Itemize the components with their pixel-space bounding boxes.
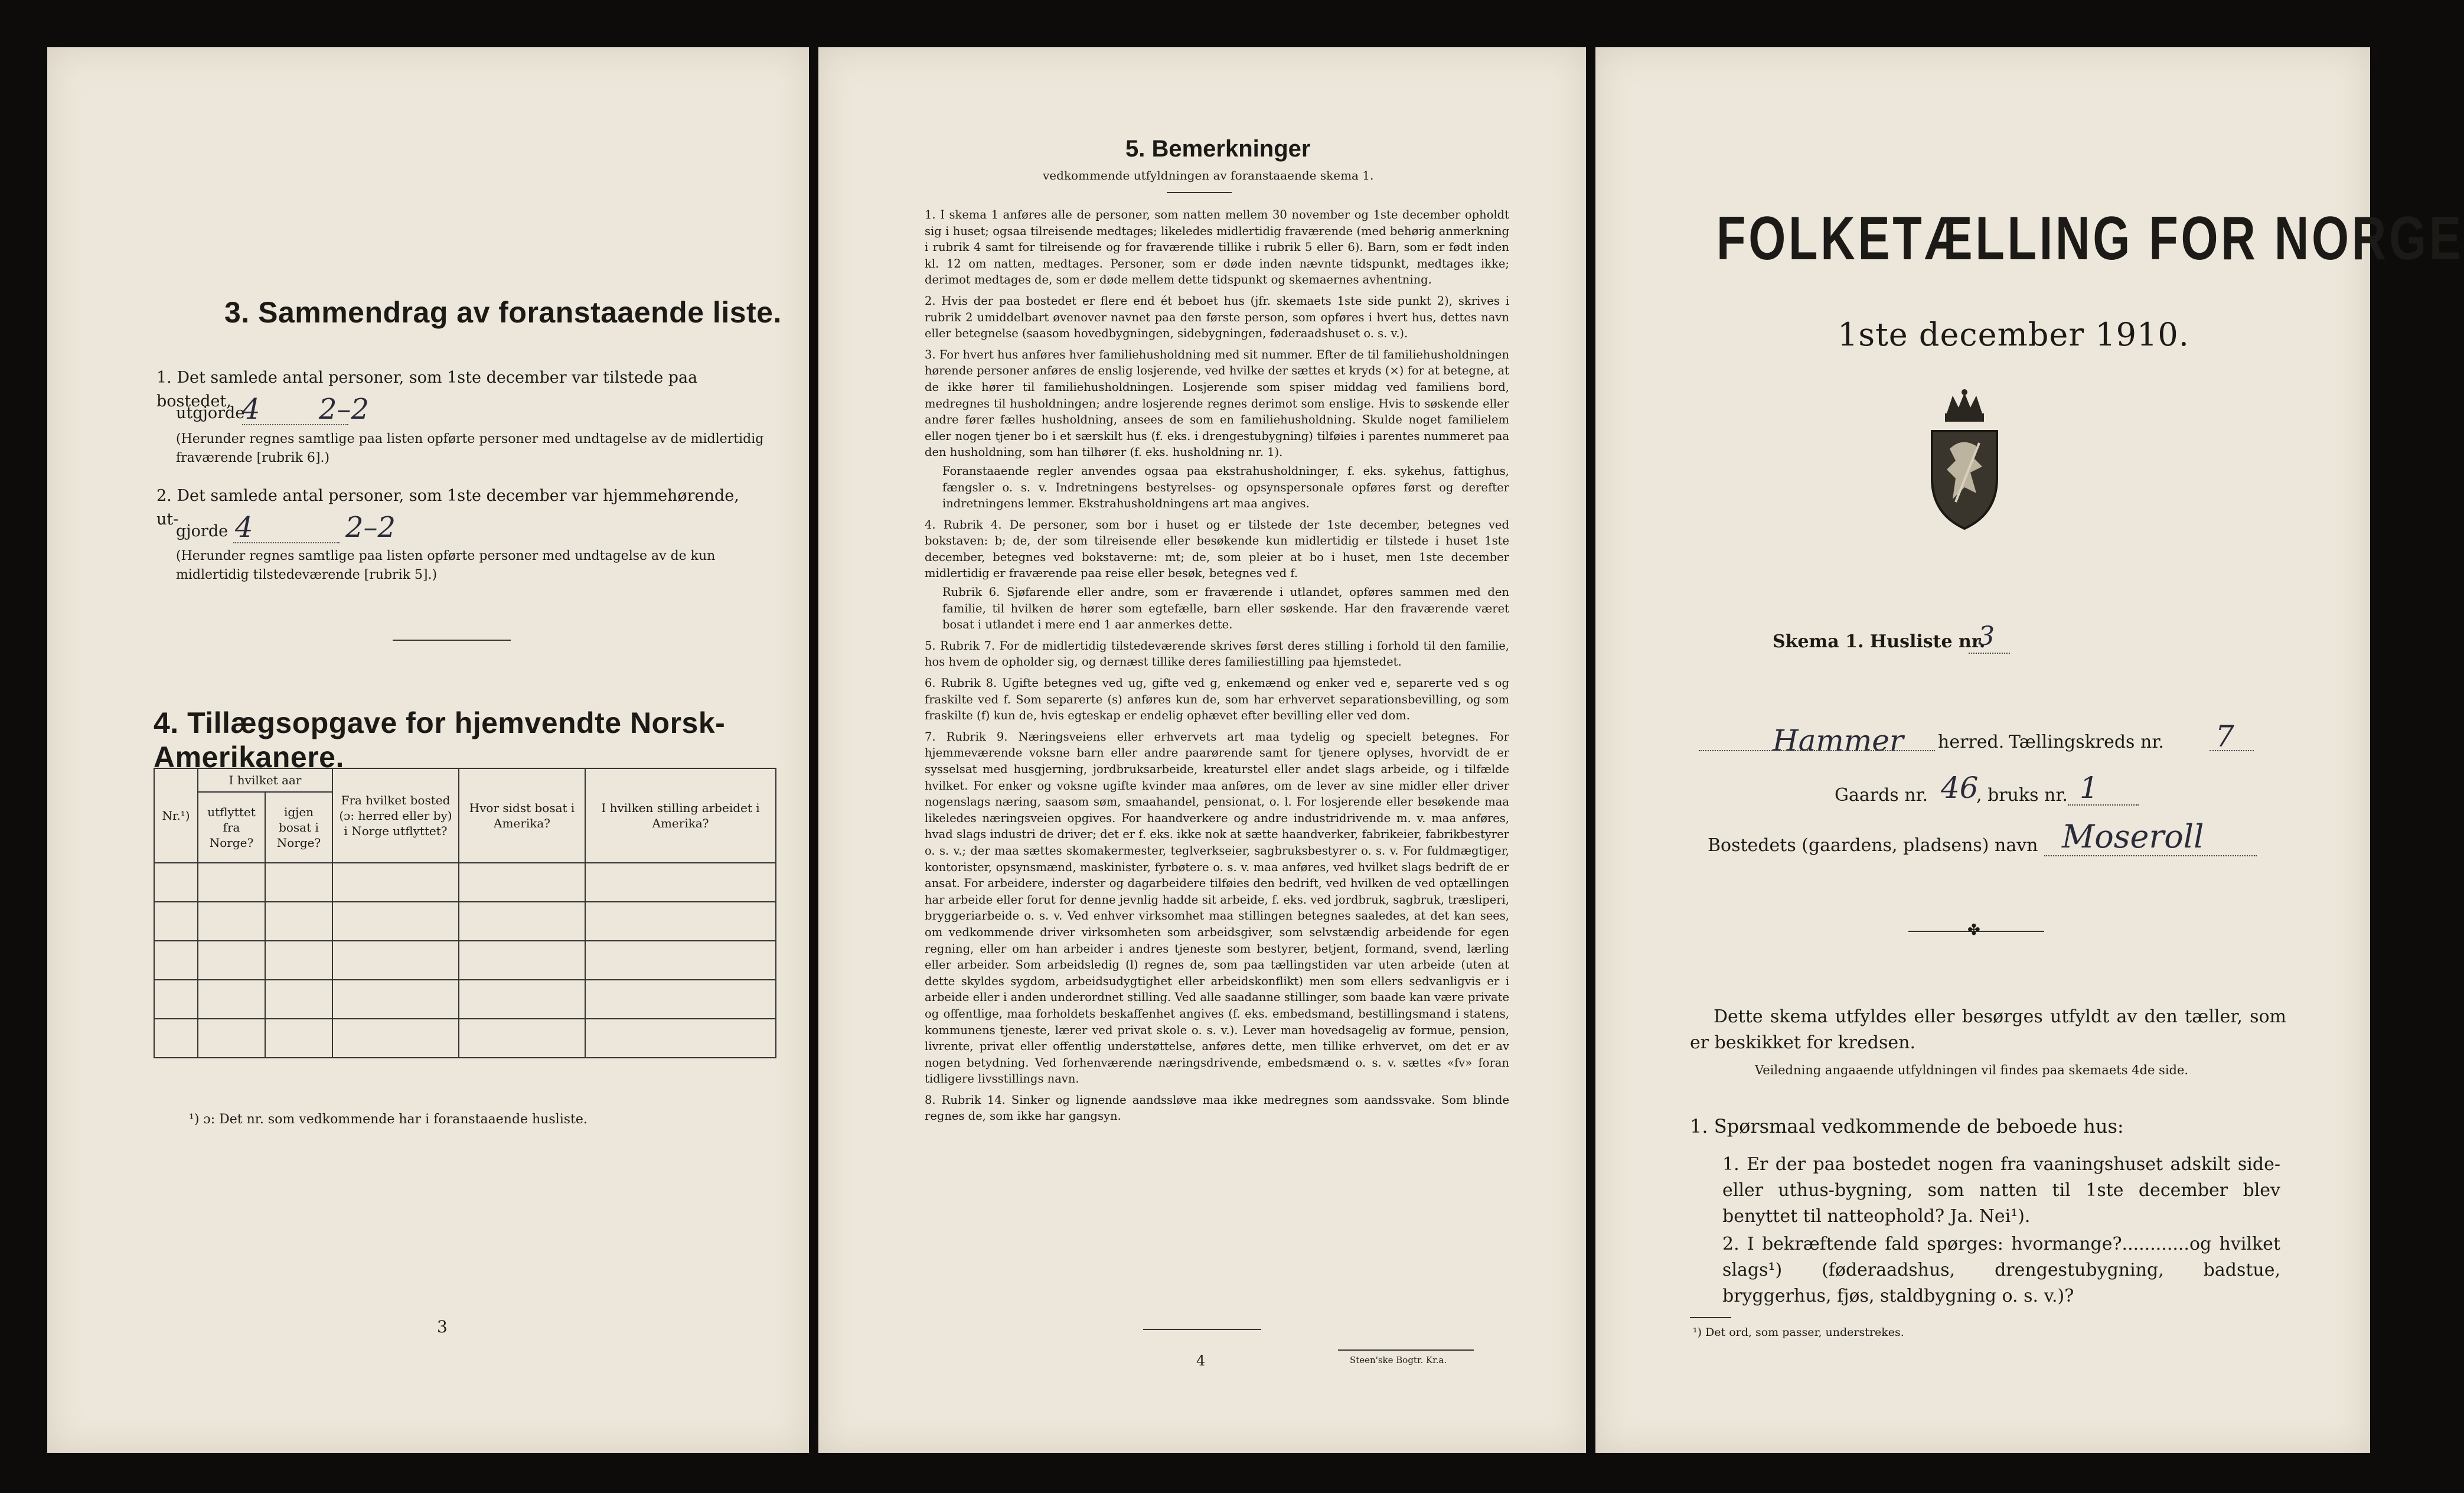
herred-label: herred. — [1938, 732, 2005, 752]
s3-q1-extra: 2–2 — [319, 393, 370, 426]
bosted-line — [2044, 855, 2257, 856]
gaards-value: 46 — [1941, 771, 1979, 805]
note-7: 7. Rubrik 9. Næringsveiens eller erhvervets art maa tydelig og specielt betegnes. For hjemmeværende voksne barn eller andre paarørende samt for tjenere oplyses, hvorvidt de er sysselsat med husgjerning, jordbruksarbeide, kreaturstel eller andet slags arbeide, og i tilfælde hvilket. For enker og voksne ugifte kvinder maa anføres, om de lever av sine midler eller driver nogenslags næring, saasom søm, smaahandel, pensionat, o. l. For losjerende eller besøkende maa likeledes næringsveien opgives. For haandverkere og andre industridrivende m. v. maa anføres, hvad slags industri de driver; det er f. eks. ikke nok at sætte haandverker, fabrikeier, fabrikbestyrer o. s. v.; der maa sættes skomakermester, teglverkseier, sagbruksbestyrer o. s. v. For fuldmægtiger, kontorister, opsynsmænd, maskinister, fyrbøtere o. s. v. maa anføres, ved hvilket slags bedrift de er ansat. For arbeidere, inderster og dagarbeidere tilføies den bedrift, ved hvilken de ved optællingen har arbeide eller forut for denne jevnlig hadde sit arbeide, f. eks. ved jordbruk, sagbruk, træsliperi, bryggeriarbeide o. s. v. Ved enhver virksomhet maa stillingen betegnes saaledes, at det kan sees, om vedkommende driver virksomheten som arbeidsgiver, som selvstændig arbeidende for egen regning, eller om han arbeider i andres tjeneste som bestyrer, betjent, formand, svend, lærling eller arbeider. Som arbeidsledig (l) regnes de, som paa tællingstiden var uten arbeide (uten at dette skyldes sygdom, arbeidsudygtighet eller arbeidskonflikt) men som ellers sedvanligvis er i arbeide eller i anden underordnet stilling. Ved alle saadanne stillinger, som baade kan være private og offentlige, maa forholdets beskaffenhet angives (f. eks. embedsmand, bestillingsmand i statens, kommunens tjeneste, lærer ved privat skole o. s. v.). Lever man hovedsagelig av formue, pension, livrente, privat eller offentlig understøttelse, anføres dette, men tillike erhvervet, om det er av nogen betydning. Ved forhenværende næringsdrivende, embedsmænd o. s. v. sættes «fv» foran tidligere livsstillings navn. — [925, 729, 1509, 1086]
divider — [393, 640, 511, 641]
note-4b: Rubrik 6. Sjøfarende eller andre, som er fraværende i utlandet, opføres sammen med den familie, til hvilken de hører som egtefælle, barn eller søskende. Har den fraværende været bosat i utlandet i mere end 1 aar anmerkes dette. — [942, 585, 1509, 632]
page-number-3: 3 — [437, 1317, 448, 1336]
s3-q1-value: 4 — [242, 393, 260, 426]
q1-1: 1. Er der paa bostedet nogen fra vaaningshuset adskilt side- eller uthus-bygning, som natten til 1ste december blev benyttet til natteophold? Ja. Nei¹). — [1722, 1154, 2280, 1227]
table-footnote: ¹) ɔ: Det nr. som vedkommende har i foranstaaende husliste. — [189, 1112, 588, 1127]
schema-label: Skema 1. Husliste nr. — [1773, 631, 1986, 652]
bruks-value: 1 — [2080, 771, 2099, 805]
page3-footnote: ¹) Det ord, som passer, understrekes. — [1693, 1326, 1904, 1339]
s3-q2-note: (Herunder regnes samtlige paa listen opførte personer med undtagelse av de kun midlertidig tilstedeværende [rubrik 5].) — [176, 549, 716, 582]
s3-q1-dotline — [242, 424, 348, 425]
note-2: 2. Hvis der paa bostedet er flere end ét beboet hus (jfr. skemaets 1ste side punkt 2), skrives i rubrik 2 umiddelbart øvenover navnet paa den første person, som opføres i hvert hus, dettes navn eller betegnelse (saasom hovedbygningen, sidebygningen, føderaadshuset o. s. v.). — [925, 294, 1509, 341]
th-nr: Nr.¹) — [154, 768, 198, 863]
herred-value: Hammer — [1773, 723, 1904, 758]
bruks-line — [2068, 804, 2139, 806]
norsk-amerikanere-table — [154, 768, 776, 1058]
page-number-4: 4 — [1196, 1352, 1206, 1369]
printer-rule — [1338, 1349, 1474, 1351]
page-left — [47, 47, 809, 1453]
footnote-rule — [1690, 1317, 1731, 1318]
bosted-value: Moseroll — [2062, 818, 2204, 855]
note-6: 6. Rubrik 8. Ugifte betegnes ved ug, gifte ved g, enkemænd og enker ved e, separerte ved s og fraskilte ved f. Som separerte (s) anføres kun de, som har erhvervet separationsbevilling, og som fraskilte (f) kun de, hvis egteskap er endelig ophævet efter bevilling eller ved dom. — [925, 676, 1509, 723]
s3-q2-value: 4 — [235, 511, 253, 544]
s3-q2-label: gjorde — [176, 522, 229, 540]
s3-q2-extra: 2–2 — [345, 511, 396, 544]
note-4: 4. Rubrik 4. De personer, som bor i huset og er tilstede der 1ste december, betegnes ved bokstaven: b; de, der som tilreisende eller besøkende kun midlertidig er tilstede i huset 1ste december, betegnes ved bokstaverne: mt; de, som pleier at bo i huset, men 1ste december midlertidig er fraværende paa reise eller besøk, betegnes ved f. — [925, 517, 1509, 581]
section-4-title: 4. Tillægsopgave for hjemvendte Norsk-Amerikanere. — [154, 706, 726, 774]
q1-2: 2. I bekræftende fald spørges: hvormange?............og hvilket slags¹) (føderaadshus, drengestubygning, badstue, bryggerhus, fjøs, staldbygning o. s. v.)? — [1722, 1234, 2280, 1306]
page-right — [1595, 47, 2464, 1453]
th-year-group: I hvilket aar — [198, 768, 332, 792]
th-emigrated: utflyttet fra Norge? — [198, 792, 265, 863]
bottom-rule — [1143, 1329, 1261, 1330]
note-3: 3. For hvert hus anføres hver familiehusholdning med sit nummer. Efter de til familiehusholdningen hørende personer anføres de enslig losjerende, ved hvilke der sættes et kryds (×) for at betegne, at de ikke hører til familiehusholdningen. Losjerende som spiser middag ved familiens bord, medregnes til husholdningen; andre losjerende regnes derimot som enslige. Hvis to søskende eller andre fører fælles husholdning, ansees de som en familiehusholdning. Skulde noget familielem eller nogen tjener bo i et særskilt hus (f. eks. i drengestubygning) tilføies i parentes nummeret paa den husholdning, som han tilhører (f. eks. husholdning nr. 1). — [925, 347, 1509, 459]
printer-mark: Steen'ske Bogtr. Kr.a. — [1350, 1355, 1447, 1365]
title-rule — [1167, 192, 1232, 193]
ornament-icon: ✤ — [1967, 921, 1980, 939]
s3-q2-dotline — [233, 542, 340, 543]
s3-q1-label: utgjorde — [176, 404, 245, 422]
coat-of-arms-icon — [1920, 390, 2009, 532]
q1-title: 1. Spørsmaal vedkommende de beboede hus: — [1690, 1115, 2124, 1137]
note-3b: Foranstaaende regler anvendes ogsaa paa ekstrahusholdninger, f. eks. sykehus, fattighus, fængsler o. s. v. Indretningens bestyrelses- og opsynspersonale opføres først og derefter indretningens lemmer. Ekstrahusholdningens art maa angives. — [942, 464, 1509, 511]
herred-line — [1699, 750, 1935, 751]
gaards-label: Gaards nr. — [1835, 785, 1928, 806]
th-last-us: Hvor sidst bosat i Amerika? — [459, 768, 585, 863]
s3-q1-text: 1. Det samlede antal personer, som 1ste december var tilstede paa bostedet, — [156, 369, 698, 410]
census-date: 1ste december 1910. — [1838, 316, 2189, 353]
th-occupation: I hvilken stilling arbeidet i Amerika? — [585, 768, 776, 863]
bemerkninger-title: 5. Bemerkninger — [1125, 136, 1311, 162]
bruks-label: , bruks nr. — [1976, 785, 2068, 806]
krets-value: 7 — [2215, 719, 2234, 754]
notes-column — [925, 207, 1509, 1129]
bemerkninger-subtitle: vedkommende utfyldningen av foranstaaende skema 1. — [1043, 168, 1374, 182]
note-1: 1. I skema 1 anføres alle de personer, som natten mellem 30 november og 1ste december opholdt sig i huset; ogsaa tilreisende medtages; likeledes midlertidig fraværende (med behørig anmerkning i rubrik 4 samt for tilreisende og for fraværende tillike i rubrik 5 eller 6). Barn, som er født inden kl. 12 om natten, medtages. Personer, som er døde inden nævnte tidspunkt, medtages ikke; derimot medtages de, som er døde mellem dette tidspunkt og skemaernes avhentning. — [925, 208, 1509, 287]
page-middle — [818, 47, 1586, 1453]
masthead: FOLKETÆLLING FOR NORGE — [1716, 204, 2464, 273]
note-8: 8. Rubrik 14. Sinker og lignende aandssløve maa ikke medregnes som aandssvake. Som blinde regnes de, som ikke har gangsyn. — [925, 1093, 1509, 1123]
section-3-title: 3. Sammendrag av foranstaaende liste. — [224, 296, 782, 329]
instruction-small: Veiledning angaaende utfyldningen vil findes paa skemaets 4de side. — [1755, 1063, 2189, 1077]
krets-label: Tællingskreds nr. — [2009, 732, 2164, 752]
th-returned: igjen bosat i Norge? — [265, 792, 332, 863]
th-from-where: Fra hvilket bosted (ɔ: herred eller by) i Norge utflyttet? — [332, 768, 459, 863]
s3-q1-note: (Herunder regnes samtlige paa listen opførte personer med undtagelse av de midlertidig fraværende [rubrik 6].) — [176, 432, 764, 465]
schema-line — [1969, 653, 2010, 654]
s3-q2-text: 2. Det samlede antal personer, som 1ste december var hjemmehørende, ut- — [156, 487, 739, 529]
instruction-text: Dette skema utfyldes eller besørges utfyldt av den tæller, som er beskikket for kredsen. — [1690, 1006, 2286, 1053]
bosted-label: Bostedets (gaardens, pladsens) navn — [1708, 835, 2038, 856]
note-5: 5. Rubrik 7. For de midlertidig tilstedeværende skrives først deres stilling i forhold til den familie, hos hvem de opholder sig, og dernæst tillike deres familiestilling paa hjemstedet. — [925, 638, 1509, 669]
krets-line — [2210, 750, 2254, 751]
schema-value: 3 — [1978, 621, 1995, 651]
